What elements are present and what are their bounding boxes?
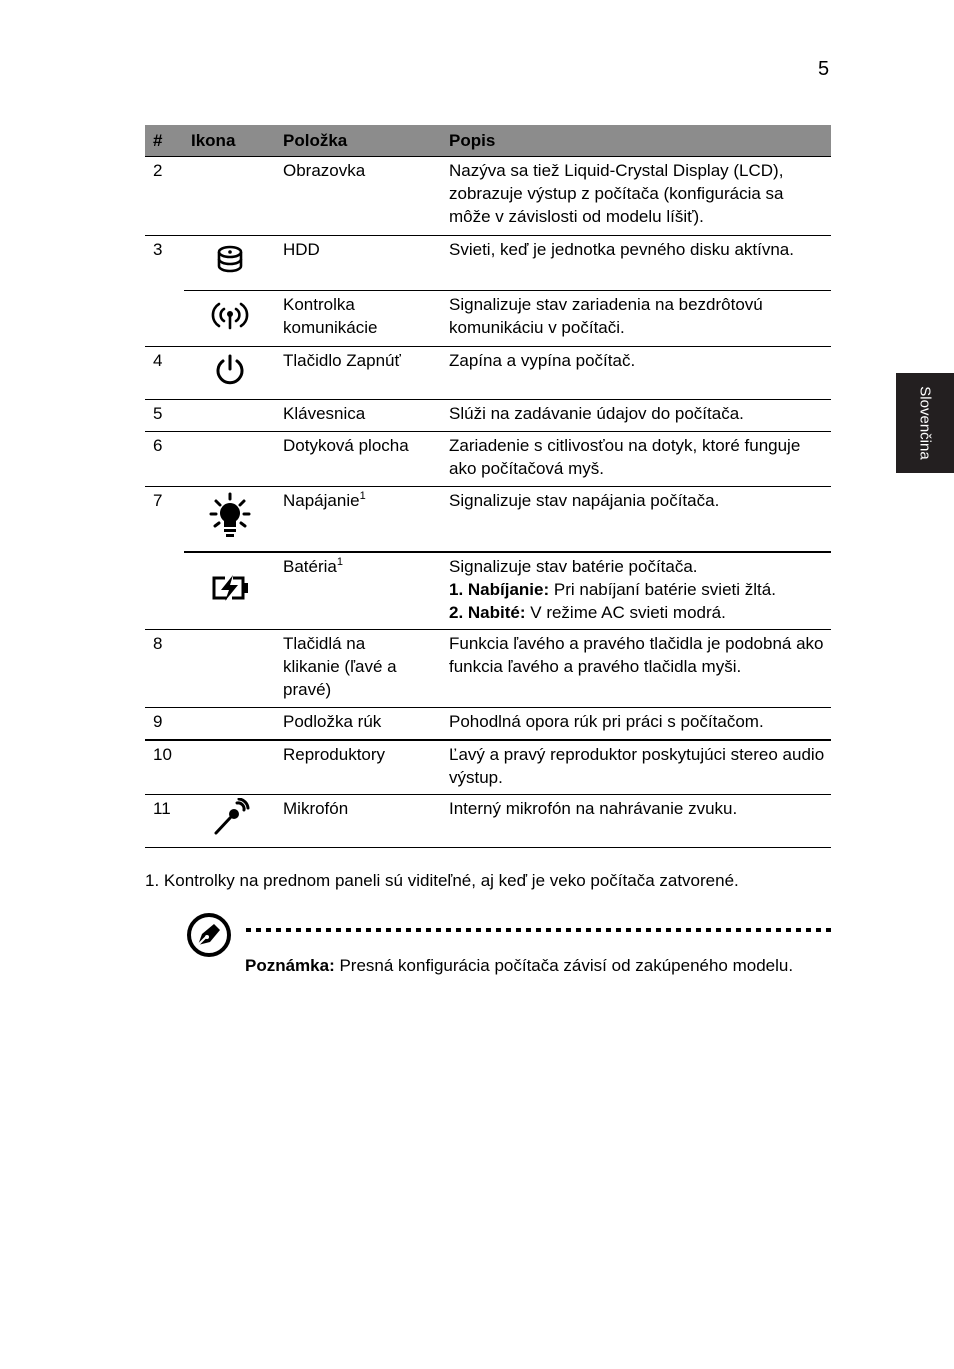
footnote-marker: 1 [359,490,366,502]
wireless-icon [210,301,250,331]
table-row [145,795,831,848]
row-description: Zapína a vypína počítač. [441,347,831,400]
table-row [145,552,831,630]
row-item: Napájanie [283,491,360,510]
row-icon-cell [184,630,275,708]
battery-icon [209,574,251,602]
table-row [145,708,831,740]
row-item: Podložka rúk [275,708,441,740]
table-row [145,630,831,708]
row-icon-cell [184,708,275,740]
row-item: Tlačidlo Zapnúť [275,347,441,400]
row-item: Obrazovka [275,157,441,236]
row-item: Dotyková plocha [275,432,441,487]
row-number [145,291,184,347]
language-tab [896,373,954,473]
battery-state-charged: 2. Nabité: V režime AC svieti modrá. [449,602,726,622]
table-row [145,432,831,487]
footnote-marker: 1 [336,555,343,568]
row-number: 11 [145,795,184,848]
row-description: Signalizuje stav zariadenia na bezdrôtovú komunikáciu v počítači. [441,291,831,347]
row-description: Slúži na zadávanie údajov do počítača. [441,400,831,432]
table-row [145,157,831,236]
row-item: Klávesnica [275,400,441,432]
page-number: 5 [818,58,830,80]
row-item: Mikrofón [275,795,441,848]
row-description: Interný mikrofón na nahrávanie zvuku. [441,795,831,848]
footnote: 1. Kontrolky na prednom paneli sú viditeľné, aj keď je veko počítača zatvorené. [145,871,739,890]
table-row [145,291,831,347]
row-number: 9 [145,708,184,740]
row-item: Reproduktory [275,740,441,795]
components-table [145,125,831,848]
row-number: 8 [145,630,184,708]
header-number: # [145,125,184,157]
row-description: Zariadenie s citlivosťou na dotyk, ktoré funguje ako počítačová myš. [441,432,831,487]
row-description: Nazýva sa tiež Liquid-Crystal Display (LCD), zobrazuje výstup z počítača (konfigurácia sa môže v závislosti od modelu líšiť). [441,157,831,236]
row-description: Signalizuje stav batérie počítača. [449,556,698,576]
header-item: Položka [275,125,441,157]
row-icon-cell [184,400,275,432]
table-header-row [145,125,831,157]
microphone-icon [210,798,250,838]
row-number [145,552,184,630]
table-row [145,740,831,795]
row-number: 5 [145,400,184,432]
power-icon [213,353,247,387]
table-row [145,400,831,432]
row-description: Ľavý a pravý reproduktor poskytujúci stereo audio výstup. [441,740,831,795]
row-icon-cell [184,432,275,487]
hdd-icon [213,243,247,277]
note-text: Presná konfigurácia počítača závisí od zakúpeného modelu. [334,956,794,975]
row-description: Svieti, keď je jednotka pevného disku aktívna. [441,236,831,291]
language-tab-label: Slovenčina [916,386,934,460]
note-label: Poznámka: [245,956,335,975]
row-item: Tlačidlá na klikanie (ľavé a pravé) [275,630,441,708]
power-indicator-icon [208,492,252,540]
row-icon-cell [184,157,275,236]
row-item: Kontrolka komunikácie [275,291,441,347]
row-number: 10 [145,740,184,795]
note-divider [246,928,831,932]
header-description: Popis [441,125,831,157]
note [245,954,805,977]
row-item: Batéria [283,556,337,576]
row-number: 4 [145,347,184,400]
table-row [145,236,831,291]
row-number: 2 [145,157,184,236]
table-row [145,347,831,400]
row-number: 3 [145,236,184,291]
header-icon: Ikona [184,125,275,157]
row-description: Signalizuje stav napájania počítača. [441,487,831,552]
battery-state-charging: 1. Nabíjanie: Pri nabíjaní batérie svieti žltá. [449,579,776,599]
row-number: 6 [145,432,184,487]
note-icon [186,912,232,963]
row-icon-cell [184,740,275,795]
row-item: HDD [275,236,441,291]
row-description: Funkcia ľavého a pravého tlačidla je podobná ako funkcia ľavého a pravého tlačidla myši. [441,630,831,708]
row-number: 7 [145,487,184,552]
row-description: Pohodlná opora rúk pri práci s počítačom. [441,708,831,740]
table-row [145,487,831,552]
